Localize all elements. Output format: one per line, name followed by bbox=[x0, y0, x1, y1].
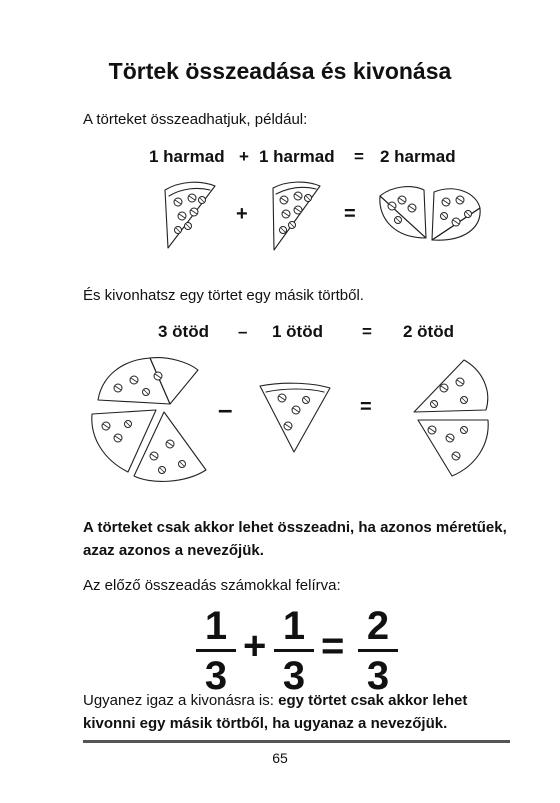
fraction-middle bbox=[274, 606, 314, 696]
addition-plus-sign: + bbox=[236, 203, 248, 225]
fraction-bar bbox=[196, 649, 236, 652]
addition-result-term: 2 harmad bbox=[380, 147, 456, 166]
footer-rule bbox=[83, 740, 510, 743]
fraction-result bbox=[358, 606, 398, 696]
addition-intro: A törteket összeadhatjuk, például: bbox=[83, 111, 308, 128]
addition-right-term: 1 harmad bbox=[259, 147, 335, 166]
fraction-result-numerator: 2 bbox=[366, 604, 390, 648]
pizza-two-thirds-result bbox=[374, 178, 484, 258]
addition-plus-word: + bbox=[239, 147, 249, 166]
subtraction-intro: És kivonhatsz egy törtet egy másik törtből. bbox=[83, 287, 364, 304]
fraction-result-denominator: 3 bbox=[366, 654, 390, 698]
subtraction-left-term: 3 ötöd bbox=[158, 322, 209, 341]
fraction-bar bbox=[274, 649, 314, 652]
pizza-two-fifths-result bbox=[404, 354, 494, 484]
fraction-middle-numerator: 1 bbox=[282, 604, 306, 648]
closing-bold-text-1: egy törtet csak akkor lehet bbox=[278, 692, 468, 709]
numeric-intro: Az előző összeadás számokkal felírva: bbox=[83, 577, 341, 594]
subtraction-equals-word: = bbox=[362, 322, 372, 341]
pizza-third-slice-2 bbox=[268, 178, 326, 258]
subtraction-minus-word: – bbox=[238, 322, 248, 341]
addition-equals-word: = bbox=[354, 147, 364, 166]
closing-plain-text: Ugyanez igaz a kivonásra is: bbox=[83, 692, 279, 709]
numeric-plus-sign: + bbox=[243, 624, 267, 668]
fraction-left-denominator: 3 bbox=[204, 654, 228, 698]
addition-left-term: 1 harmad bbox=[149, 147, 225, 166]
fraction-left bbox=[196, 606, 236, 696]
subtraction-result-term: 2 ötöd bbox=[403, 322, 454, 341]
fraction-bar bbox=[358, 649, 398, 652]
subtraction-right-term: 1 ötöd bbox=[272, 322, 323, 341]
numeric-equals-sign: = bbox=[321, 624, 345, 668]
pizza-one-fifth bbox=[254, 380, 334, 460]
page-number: 65 bbox=[272, 750, 288, 766]
pizza-third-slice-1 bbox=[160, 178, 220, 258]
pizza-three-fifths bbox=[88, 352, 218, 487]
addition-equals-sign: = bbox=[344, 203, 356, 225]
subtraction-minus-sign: – bbox=[218, 394, 233, 424]
closing-bold-text-2: kivonni egy másik törtből, ha ugyanaz a nevezőjük. bbox=[83, 715, 448, 732]
fraction-middle-denominator: 3 bbox=[282, 654, 306, 698]
rule-statement: A törteket csak akkor lehet összeadni, ha azonos méretűek, azaz azonos a nevezőjük. bbox=[83, 519, 507, 559]
fraction-left-numerator: 1 bbox=[204, 604, 228, 648]
closing-paragraph bbox=[83, 689, 523, 735]
page-title: Törtek összeadása és kivonása bbox=[108, 58, 452, 84]
subtraction-equals-sign: = bbox=[360, 396, 372, 418]
